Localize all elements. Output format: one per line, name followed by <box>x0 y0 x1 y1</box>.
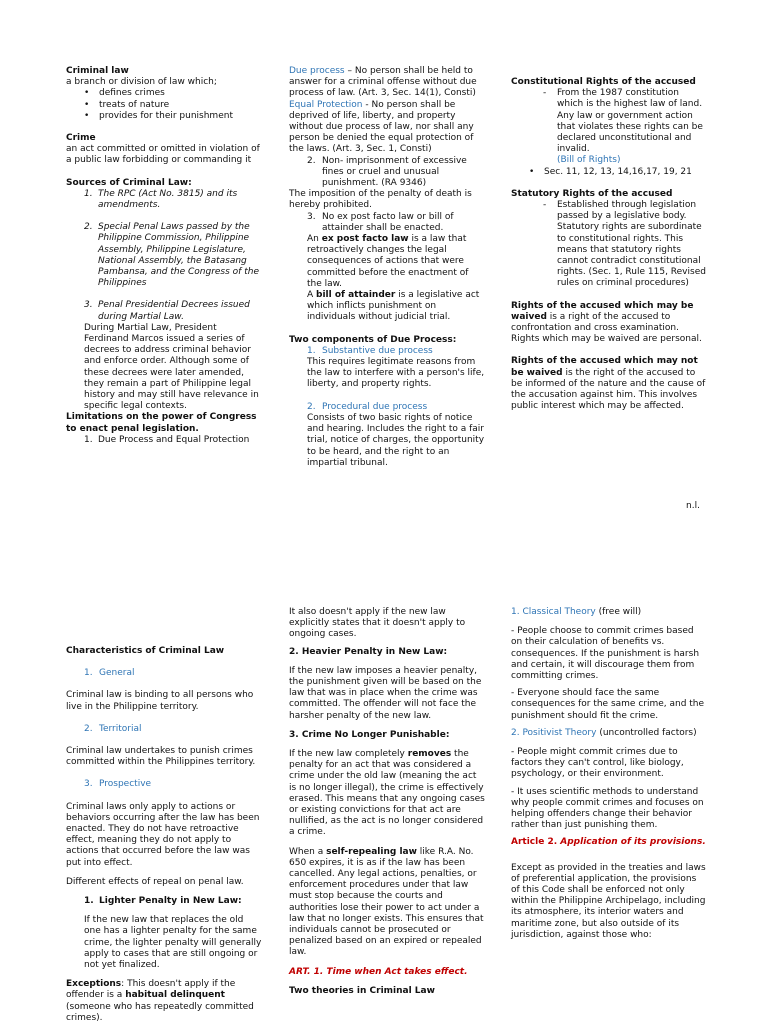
source-item-1: 1. The RPC (Act No. 3815) and its amendments. <box>84 188 238 211</box>
repeal-intro: Different effects of repeal on penal law. <box>66 876 244 887</box>
top-column-2 <box>289 66 485 469</box>
bottom-column-1 <box>66 646 262 1024</box>
criminal-law-heading: Criminal law <box>66 66 129 76</box>
ex-post-facto-paragraph: An ex post facto law is a law that retroactively changes the legal consequences of actions that were committed before the enactment of the law. <box>307 234 469 289</box>
exceptions-paragraph: Exceptions: This doesn't apply if the offender is a habitual delinquent (someone who has repeatedly committed crimes). <box>66 979 254 1023</box>
procedural-due-process-item: 2. Procedural due process <box>307 401 428 412</box>
equal-protection-label: Equal Protection <box>289 99 363 110</box>
equal-protection-paragraph: Equal Protection - No person shall be deprived of life, liberty, and property without due process of law, nor shall any person be denied the equal protection of the laws. (Art. 3, Sec. 1, Consti) <box>289 99 474 155</box>
characteristic-general: 1. General <box>84 668 135 679</box>
no-longer-punishable-heading: 3. Crime No Longer Punishable: <box>289 729 450 740</box>
self-repealing-law-text: When a self-repealing law like R.A. No. 650 expires, it is as if the law has been cancelled. Any legal actions, penalties, or enforcement procedures under that law must stop because the courts and authorities lose their power to act under a law that no longer exists. This ensures that individuals cannot be prosecuted or penalized based on an expired or repealed law. <box>289 846 484 958</box>
limitation-item-2: 2. Non- imprisonment of excessive fines or cruel and unusual punishment. (RA 9346) <box>307 155 467 189</box>
criminal-law-definition: a branch or division of law which; <box>66 77 217 88</box>
procedural-due-process-text: Consists of two basic rights of notice and hearing. Includes the right to a fair trial, notice of charges, the opportunity to be heard, and the right to an impartial tribunal. <box>307 412 485 468</box>
lighter-penalty-text: If the new law that replaces the old one has a lighter penalty for the same crime, the lighter penalty will generally apply to cases that are still ongoing or not yet finalized. <box>84 915 262 971</box>
bottom-column-2 <box>289 607 485 997</box>
classical-theory-point-1: - People choose to commit crimes based on their calculation of benefits vs. consequences. If the punishment is harsh and certain, it will discourage them from committing crimes. <box>511 626 700 682</box>
classical-theory-heading: 1. Classical Theory (free will) <box>511 607 642 617</box>
top-column-3 <box>511 77 707 412</box>
positivist-theory-heading: 2. Positivist Theory (uncontrolled factors) <box>511 727 697 738</box>
characteristic-territorial: 2. Territorial <box>84 723 142 734</box>
sections-bullet: • Sec. 11, 12, 13, 14,16,17, 19, 21 <box>529 166 692 177</box>
heavier-penalty-heading: 2. Heavier Penalty in New Law: <box>289 646 448 657</box>
lighter-penalty-heading: 1. Lighter Penalty in New Law: <box>84 896 242 907</box>
signature-initials: n.l. <box>686 501 700 511</box>
limitation-item-3: 3. No ex post facto law or bill of attainder shall be enacted. <box>307 211 454 233</box>
bill-of-rights-label: (Bill of Rights) <box>557 155 621 166</box>
two-theories-heading: Two theories in Criminal Law <box>289 985 435 996</box>
top-column-1 <box>66 66 262 446</box>
positivist-theory-point-1: - People might commit crimes due to factors they can't control, like biology, psychology, or their environment. <box>511 747 684 780</box>
substantive-due-process-text: This requires legitimate reasons from the law to interfere with a person's life, liberty, and property rights. <box>307 357 485 390</box>
heavier-penalty-text: If the new law imposes a heavier penalty, the punishment given will be based on the law that was in place when the crime was committed. The offender will not face the harsher penalty of the new law. <box>289 665 482 721</box>
bill-of-attainder-paragraph: A bill of attainder is a legislative act which inflicts punishment on individuals without judicial trial. <box>307 290 480 323</box>
two-components-heading: Two components of Due Process: <box>289 334 457 345</box>
article-1-heading: ART. 1. Time when Act takes effect. <box>289 966 468 977</box>
substantive-due-process-item: 1. Substantive due process <box>307 345 433 356</box>
bottom-column-3 <box>511 607 707 941</box>
criminal-law-bullet: • treats of nature <box>84 99 170 110</box>
criminal-law-bullet: • defines crimes <box>84 88 165 99</box>
not-waived-rights-paragraph: Rights of the accused which may not be waived is the right of the accused to be informed of the nature and the cause of the accusation against him. This involves public interest which may be affected. <box>511 356 706 412</box>
due-process-paragraph: Due process – No person shall be held to answer for a criminal offense without due process of law. (Art. 3, Sec. 14(1), Consti) <box>289 66 477 99</box>
waived-rights-paragraph: Rights of the accused which may be waived is a right of the accused to confrontation and cross examination. Rights which may be waived are personal. <box>511 300 702 345</box>
territorial-text: Criminal law undertakes to punish crimes committed within the Philippines territory. <box>66 746 256 768</box>
article-2-heading: Article 2. Application of its provisions. <box>511 837 706 848</box>
constitutional-rights-item: - From the 1987 constitution which is the highest law of land. Any law or government action that violates these rights can be declared unconstitutional and invalid. (Bill of Rights) <box>543 88 703 166</box>
death-penalty-paragraph: The imposition of the penalty of death is hereby prohibited. <box>289 189 472 211</box>
source-item-3: 3. Penal Presidential Decrees issued during Martial Law. <box>84 300 250 322</box>
characteristic-prospective: 3. Prospective <box>84 779 152 790</box>
article-2-text: Except as provided in the treaties and laws of preferential application, the provisions of this Code shall be enforced not only within the Philippine Archipelago, including its atmosphere, its interior waters and maritime zone, but also outside of its jurisdiction, against those who: <box>511 862 706 940</box>
classical-theory-point-2: - Everyone should face the same consequences for the same crime, and the punishment should fit the crime. <box>511 688 705 721</box>
constitutional-rights-heading: Constitutional Rights of the accused <box>511 77 696 87</box>
crime-heading: Crime <box>66 133 96 144</box>
continued-text: It also doesn't apply if the new law explicitly states that it doesn't apply to ongoing cases. <box>289 607 466 640</box>
prospective-text: Criminal laws only apply to actions or behaviors occurring after the law has been enacted. They do not have retroactive effect, meaning they do not apply to actions that occurred before the law was put into effect. <box>66 801 260 868</box>
positivist-theory-point-2: - It uses scientific methods to understand why people commit crimes and focuses on helping offenders change their behavior rather than just punishing them. <box>511 786 704 831</box>
limitation-item-1: 1. Due Process and Equal Protection <box>84 434 250 445</box>
characteristics-heading: Characteristics of Criminal Law <box>66 646 225 656</box>
crime-definition: an act committed or omitted in violation of a public law forbidding or commanding it <box>66 144 260 166</box>
statutory-rights-item: - Established through legislation passed by a legislative body. Statutory rights are subordinate to constitutional rights. This means that statutory rights cannot contradict constitutional rights. (Sec. 1, Rule 115, Revised rules on criminal procedures) <box>543 200 706 289</box>
sources-heading: Sources of Criminal Law: <box>66 177 192 188</box>
statutory-rights-heading: Statutory Rights of the accused <box>511 188 673 199</box>
criminal-law-bullet: • provides for their punishment <box>84 110 233 121</box>
no-longer-punishable-text: If the new law completely removes the penalty for an act that was considered a crime under the old law (meaning the act is no longer illegal), the crime is effectively erased. This means that any ongoing cases or existing convictions for that act are nullified, as the act is no longer considered a crime. <box>289 749 485 838</box>
martial-law-paragraph: During Martial Law, President Ferdinand Marcos issued a series of decrees to address criminal behavior and enforce order. Although some of these decrees were later amended, they remain a part of Philippine legal history and may still have relevance in specific legal contexts. <box>84 322 259 412</box>
general-text: Criminal law is binding to all persons who live in the Philippine territory. <box>66 690 254 712</box>
limitations-heading: Limitations on the power of Congress to enact penal legislation. <box>66 412 257 434</box>
criminal-law-bullet-list <box>66 88 262 122</box>
due-process-label: Due process <box>289 66 345 76</box>
source-item-2: 2. Special Penal Laws passed by the Philippine Commission, Philippine Assembly, Philippine Legislature, National Assembly, the Batasang Pambansa, and the Congress of the Philippines <box>84 222 259 289</box>
